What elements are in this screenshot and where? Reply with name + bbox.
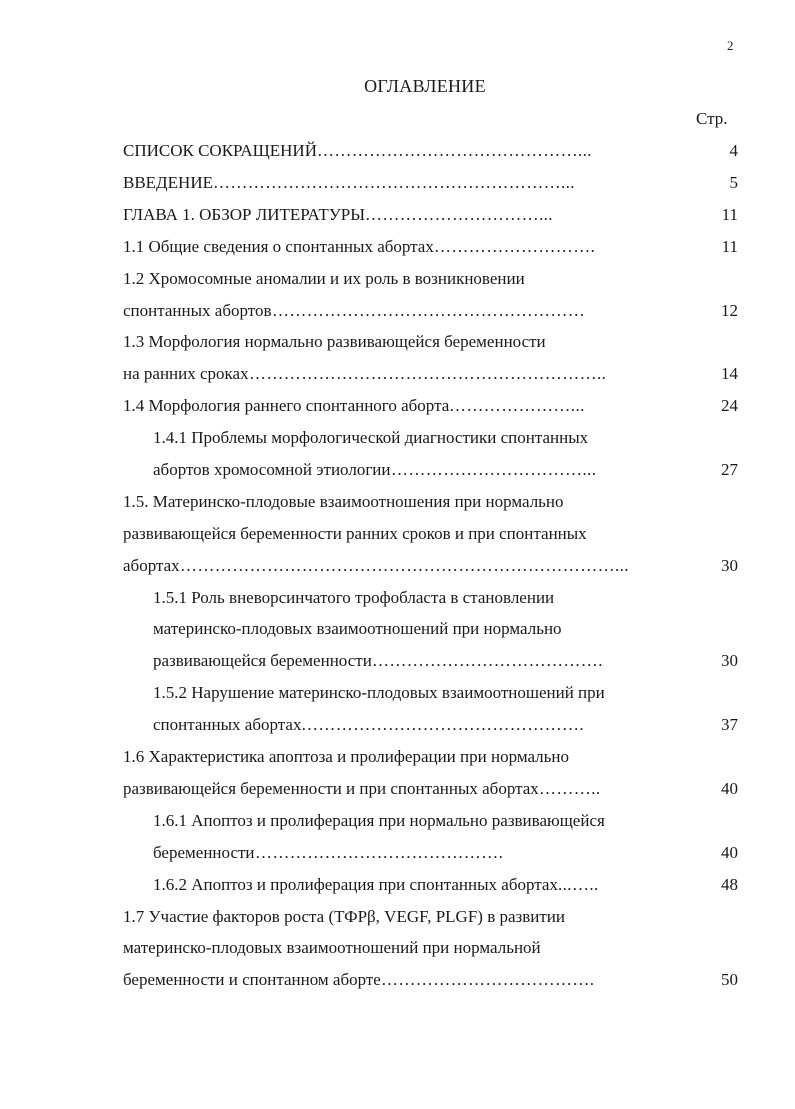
toc-entry-line bbox=[123, 140, 738, 162]
toc-entry-line bbox=[153, 618, 738, 640]
toc-page-number: 30 bbox=[721, 651, 738, 670]
toc-entry-text: ГЛАВА 1. ОБЗОР ЛИТЕРАТУРЫ bbox=[123, 205, 366, 224]
toc-entry-line bbox=[123, 395, 738, 417]
toc-dot-leader: …………………………………………………….. bbox=[249, 364, 607, 383]
toc-dot-leader: ……………………………………………… bbox=[272, 301, 586, 320]
page-title: ОГЛАВЛЕНИЕ bbox=[364, 76, 486, 96]
toc-entry-text: 1.5.1 Роль вневорсинчатого трофобласта в становлении bbox=[153, 588, 555, 607]
toc-entry-text: 1.6.1 Апоптоз и пролиферация при нормально развивающейся bbox=[153, 811, 605, 830]
toc-dot-leader: …………………………………. bbox=[372, 651, 603, 670]
toc-entry-line bbox=[153, 427, 738, 449]
toc-entry-text: материнско-плодовых взаимоотношений при нормальной bbox=[123, 938, 541, 957]
toc-entry-line bbox=[153, 874, 738, 896]
toc-page-number: 5 bbox=[729, 173, 738, 192]
toc-entry-line bbox=[123, 746, 738, 768]
toc-page-number: 40 bbox=[721, 843, 738, 862]
toc-entry-text: 1.6.2 Апоптоз и пролиферация при спонтанных абортах bbox=[153, 875, 558, 894]
toc-entry-line bbox=[123, 268, 738, 290]
toc-entry-line bbox=[123, 523, 738, 545]
toc-entry-text: абортах bbox=[123, 556, 180, 575]
toc-entry-text: 1.5.2 Нарушение материнско-плодовых взаимоотношений при bbox=[153, 683, 605, 702]
toc-entry-text: беременности и спонтанном аборте bbox=[123, 970, 381, 989]
toc-entry-text: развивающейся беременности и при спонтанных абортах bbox=[123, 779, 539, 798]
toc-page-number: 11 bbox=[721, 205, 738, 224]
toc-page-number: 30 bbox=[721, 556, 738, 575]
toc-dot-leader: ...….. bbox=[558, 875, 599, 894]
toc-page-number: 12 bbox=[721, 301, 738, 320]
toc-dot-leader: …………………... bbox=[449, 396, 585, 415]
toc-entry-text: 1.3 Морфология нормально развивающейся беременности bbox=[123, 332, 546, 351]
toc-dot-leader: ………………………. bbox=[434, 237, 596, 256]
toc-entry-line bbox=[123, 491, 738, 513]
toc-entry-text: 1.4.1 Проблемы морфологической диагностики спонтанных bbox=[153, 428, 589, 447]
toc-entry-text: спонтанных абортов bbox=[123, 301, 272, 320]
toc-page-number: 50 bbox=[721, 970, 738, 989]
toc-dot-leader: ……………………………………. bbox=[255, 843, 504, 862]
toc-entry-text: 1.5. Материнско-плодовые взаимоотношения при нормально bbox=[123, 492, 564, 511]
toc-page-number: 4 bbox=[729, 141, 738, 160]
toc-entry-text: материнско-плодовых взаимоотношений при нормально bbox=[153, 619, 562, 638]
toc-page-number: 24 bbox=[721, 396, 738, 415]
toc-entry-line bbox=[123, 906, 738, 928]
toc-page-number: 11 bbox=[721, 237, 738, 256]
toc-page-number: 37 bbox=[721, 715, 738, 734]
toc-entry-line bbox=[153, 650, 738, 672]
toc-entry-line bbox=[123, 236, 738, 258]
toc-entry-text: 1.1 Общие сведения о спонтанных абортах bbox=[123, 237, 434, 256]
toc-entry-text: СПИСОК СОКРАЩЕНИЙ bbox=[123, 141, 317, 160]
toc-dot-leader: ………………………………………... bbox=[317, 141, 592, 160]
toc-entry-line bbox=[123, 300, 738, 322]
toc-entry-line bbox=[153, 682, 738, 704]
toc-dot-leader: ……………………………………………………... bbox=[213, 173, 575, 192]
toc-dot-leader: …………………………………………. bbox=[301, 715, 585, 734]
toc-page-number: 48 bbox=[721, 875, 738, 894]
toc-entry-text: ВВЕДЕНИЕ bbox=[123, 173, 213, 192]
toc-entry-text: 1.6 Характеристика апоптоза и пролиферации при нормально bbox=[123, 747, 569, 766]
toc-entry-line bbox=[153, 810, 738, 832]
toc-dot-leader: …………………………………………………………………... bbox=[180, 556, 629, 575]
toc-entry-line bbox=[123, 937, 738, 959]
toc-dot-leader: ……….. bbox=[539, 779, 601, 798]
toc-entry-line bbox=[123, 331, 738, 353]
toc-dot-leader: ……………………………... bbox=[391, 460, 597, 479]
toc-entry-line bbox=[123, 204, 738, 226]
toc-dot-leader: ………………………………. bbox=[381, 970, 595, 989]
toc-entry-line bbox=[123, 363, 738, 385]
toc-entry-line bbox=[153, 459, 738, 481]
toc-entry-text: 1.7 Участие факторов роста (ТФРβ, VEGF, PLGF) в развитии bbox=[123, 907, 565, 926]
toc-entry-line bbox=[153, 842, 738, 864]
toc-entry-text: спонтанных абортах bbox=[153, 715, 302, 734]
toc-entry-line bbox=[153, 587, 738, 609]
toc-entry-text: абортов хромосомной этиологии bbox=[153, 460, 391, 479]
toc-entry-line bbox=[123, 969, 738, 991]
toc-page-number: 27 bbox=[721, 460, 738, 479]
toc-entry-text: развивающейся беременности ранних сроков и при спонтанных bbox=[123, 524, 587, 543]
toc-dot-leader: …………………………... bbox=[365, 205, 553, 224]
toc-entry-line bbox=[123, 778, 738, 800]
toc-page-number: 14 bbox=[721, 364, 738, 383]
toc-entry-line bbox=[123, 555, 738, 577]
toc-entry-text: на ранних сроках bbox=[123, 364, 249, 383]
toc-entry-text: развивающейся беременности bbox=[153, 651, 372, 670]
toc-entry-line bbox=[153, 714, 738, 736]
page-number: 2 bbox=[727, 38, 734, 53]
toc-entry-text: 1.2 Хромосомные аномалии и их роль в возникновении bbox=[123, 269, 525, 288]
toc-entry-line bbox=[123, 172, 738, 194]
toc-page-number: 40 bbox=[721, 779, 738, 798]
toc-entry-text: 1.4 Морфология раннего спонтанного аборта bbox=[123, 396, 450, 415]
toc-entry-text: беременности bbox=[153, 843, 255, 862]
page-column-header: Стр. bbox=[696, 109, 728, 128]
